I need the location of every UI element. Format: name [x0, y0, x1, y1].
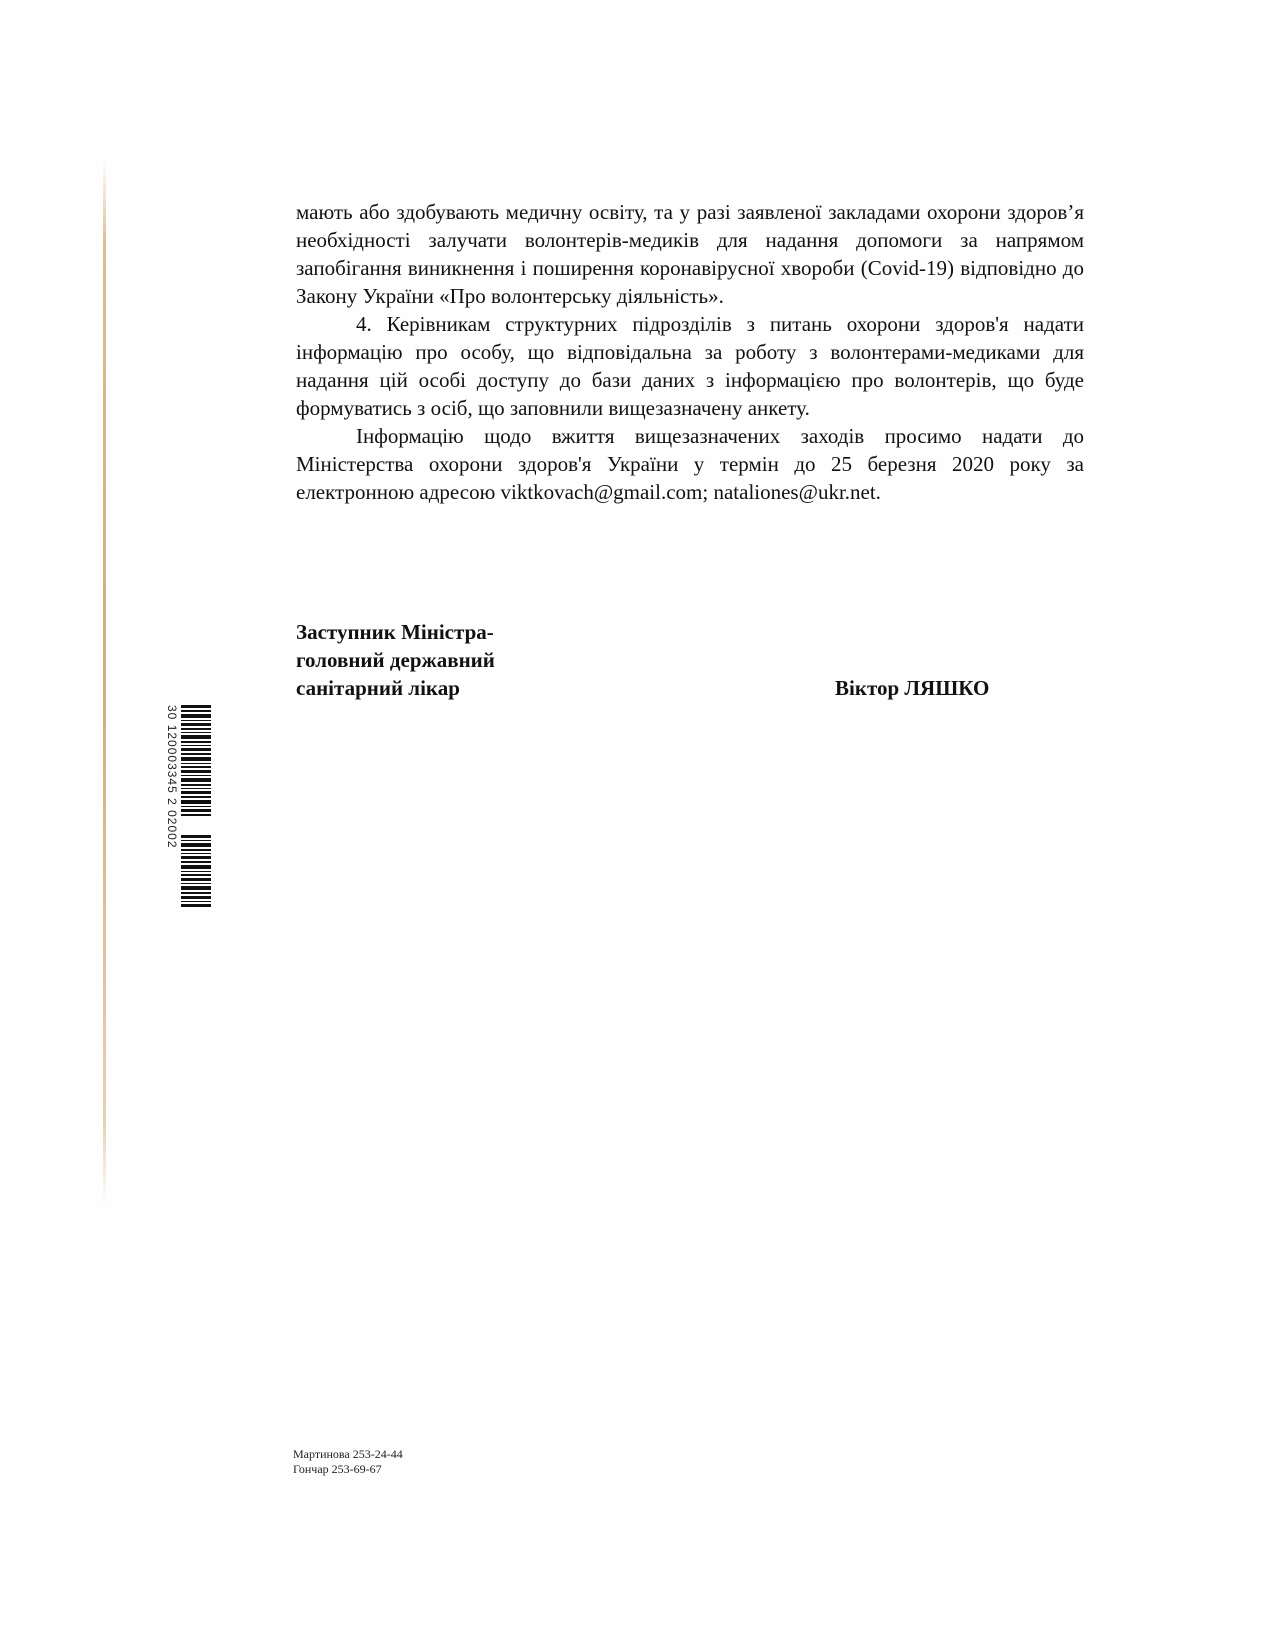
paper-edge-line	[103, 160, 106, 1205]
barcode-digits	[165, 705, 179, 849]
signature-title-line-2: головний державний	[296, 648, 495, 672]
signature-title-line-1: Заступник Міністра-	[296, 620, 494, 644]
paragraph-2: 4. Керівникам структурних підрозділів з питань охорони здоров'я надати інформацію про особу, що відповідальна за роботу з волонтерами-медиками для надання цій особі доступу до бази даних з інформацією про волонтерів, що буде формуватись з осіб, що заповнили вищезазначену анкету.	[296, 312, 1084, 420]
contacts	[293, 1447, 403, 1477]
paragraph-3: Інформацію щодо вжиття вищезазначених заходів просимо надати до Міністерства охорони здоров'я України у термін до 25 березня 2020 року за електронною адресою viktkovach@gmail.com; nataliones@ukr.net.	[296, 424, 1084, 504]
barcode-digits-top: 30	[165, 705, 179, 721]
contact-line-1: Мартинова 253-24-44	[293, 1447, 403, 1461]
letter-body	[296, 198, 1084, 506]
paragraph-1: мають або здобувають медичну освіту, та у разі заявленої закладами охорони здоров’я необхідності залучати волонтерів-медиків для надання допомоги за напрямом запобігання виникнення і поширення коронавірусної хвороби (Covid-19) відповідно до Закону України «Про волонтерську діяльність».	[296, 200, 1084, 308]
signature-title-line-3: санітарний лікар	[296, 676, 460, 700]
signer-name: Віктор ЛЯШКО	[835, 676, 990, 700]
signature-title	[296, 618, 495, 702]
barcode-digits-middle: 120003345	[165, 724, 179, 794]
barcode-digits-bottom: 2 02002	[165, 798, 179, 849]
contact-line-2: Гончар 253-69-67	[293, 1462, 382, 1476]
